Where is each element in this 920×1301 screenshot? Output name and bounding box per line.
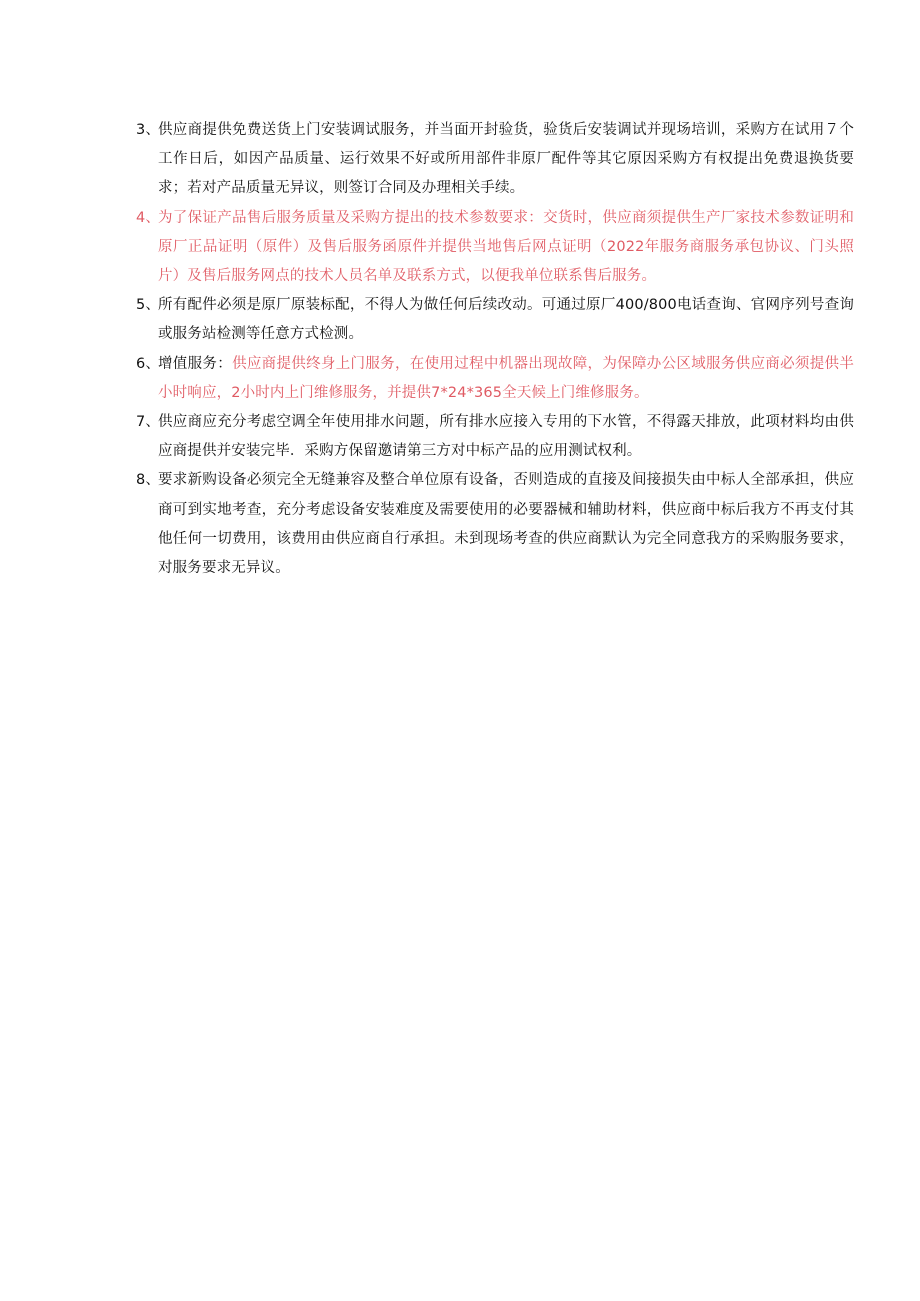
- item-text: 所有配件必须是原厂原装标配，不得人为做任何后续改动。可通过原厂400/800电话查询、官网序列号查询或服务站检测等任意方式检测。: [158, 297, 854, 343]
- list-item-3: [136, 116, 854, 204]
- item-text-wrapper: [158, 350, 854, 408]
- item-number: 8、: [136, 472, 161, 489]
- item-label: 增值服务：: [158, 355, 233, 372]
- list-item-6: [136, 350, 854, 408]
- item-number: 6、: [136, 355, 161, 372]
- list-item-4: [136, 204, 854, 292]
- item-number: 5、: [136, 297, 161, 314]
- item-number: 4、: [136, 209, 161, 226]
- item-text: 供应商提供免费送货上门安装调试服务，并当面开封验货，验货后安装调试并现场培训，采购方在试用７个工作日后，如因产品质量、运行效果不好或所用部件非原厂配件等其它原因采购方有权提出免费退换货要求；若对产品质量无异议，则签订合同及办理相关手续。: [158, 122, 854, 197]
- item-text: 供应商应充分考虑空调全年使用排水问题，所有排水应接入专用的下水管，不得露天排放，此项材料均由供应商提供并安装完毕．采购方保留邀请第三方对中标产品的应用测试权利。: [158, 414, 854, 460]
- item-number: 7、: [136, 414, 161, 431]
- item-number: 3、: [136, 122, 161, 138]
- list-item-5: [136, 291, 854, 349]
- item-text: 要求新购设备必须完全无缝兼容及整合单位原有设备，否则造成的直接及间接损失由中标人全部承担，供应商可到实地考查，充分考虑设备安装难度及需要使用的必要器械和辅助材料，供应商中标后我方不再支付其他任何一切费用，该费用由供应商自行承担。未到现场考查的供应商默认为完全同意我方的采购服务要求，对服务要求无异议。: [158, 472, 854, 577]
- list-item-7: [136, 408, 854, 466]
- requirements-list: [136, 116, 854, 583]
- item-text: 供应商提供终身上门服务，在使用过程中机器出现故障，为保障办公区域服务供应商必须提供半小时响应，2小时内上门维修服务，并提供7*24*365全天候上门维修服务。: [158, 355, 855, 401]
- list-item-8: [136, 466, 854, 583]
- item-text: 为了保证产品售后服务质量及采购方提出的技术参数要求：交货时，供应商须提供生产厂家技术参数证明和原厂正品证明（原件）及售后服务函原件并提供当地售后网点证明（2022年服务商服务承包协议、门头照片）及售后服务网点的技术人员名单及联系方式，以便我单位联系售后服务。: [158, 209, 854, 285]
